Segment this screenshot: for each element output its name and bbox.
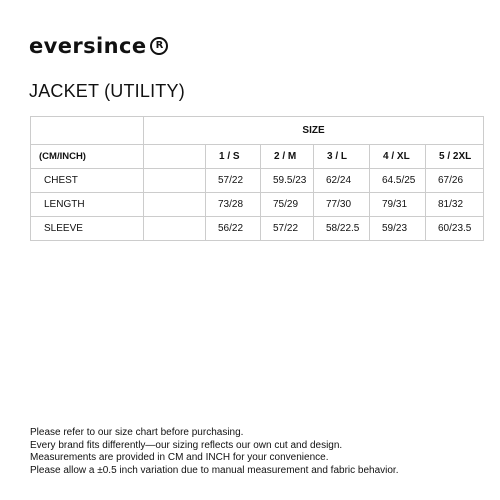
table-cell: 59.5/23	[261, 169, 314, 193]
table-empty-cell	[144, 145, 206, 169]
table-cell: 64.5/25	[370, 169, 426, 193]
table-cell: 59/23	[370, 217, 426, 241]
column-header: 3 / L	[314, 145, 370, 169]
table-cell: 79/31	[370, 193, 426, 217]
table-cell: 57/22	[261, 217, 314, 241]
table-cell: 81/32	[426, 193, 484, 217]
table-cell: 73/28	[206, 193, 261, 217]
table-empty-cell	[144, 169, 206, 193]
table-empty-cell	[144, 217, 206, 241]
table-row	[31, 217, 484, 241]
row-label: SLEEVE	[31, 217, 144, 241]
table-cell: 57/22	[206, 169, 261, 193]
row-label: LENGTH	[31, 193, 144, 217]
registered-mark-icon: R	[150, 37, 168, 55]
row-label: CHEST	[31, 169, 144, 193]
table-cell: 62/24	[314, 169, 370, 193]
note-line: Every brand fits differently—our sizing reflects our own cut and design.	[30, 439, 343, 451]
table-empty-cell	[144, 193, 206, 217]
column-header: 5 / 2XL	[426, 145, 484, 169]
column-header: 1 / S	[206, 145, 261, 169]
note-line: Measurements are provided in CM and INCH for your convenience.	[30, 452, 329, 463]
table-cell: 56/22	[206, 217, 261, 241]
table-cell: 77/30	[314, 193, 370, 217]
sizing-notes	[30, 427, 490, 477]
unit-label: (CM/INCH)	[31, 145, 144, 169]
table-row	[31, 193, 484, 217]
table-cell: 58/22.5	[314, 217, 370, 241]
column-header: 2 / M	[261, 145, 314, 169]
brand-name: eversince	[29, 34, 147, 58]
note-line: Please allow a ±0.5 inch variation due to manual measurement and fabric behavior.	[30, 464, 399, 476]
note-line: Please refer to our size chart before purchasing.	[30, 427, 244, 438]
table-cell: 60/23.5	[426, 217, 484, 241]
column-header: 4 / XL	[370, 145, 426, 169]
table-size-row	[31, 117, 484, 145]
table-cell: 75/29	[261, 193, 314, 217]
size-chart-table	[30, 116, 484, 241]
table-empty-cell	[31, 117, 144, 145]
table-row	[31, 169, 484, 193]
table-header-row	[31, 145, 484, 169]
page-title: JACKET (UTILITY)	[29, 81, 185, 101]
table-cell: 67/26	[426, 169, 484, 193]
brand-logo	[29, 32, 168, 60]
size-header: SIZE	[144, 117, 484, 145]
